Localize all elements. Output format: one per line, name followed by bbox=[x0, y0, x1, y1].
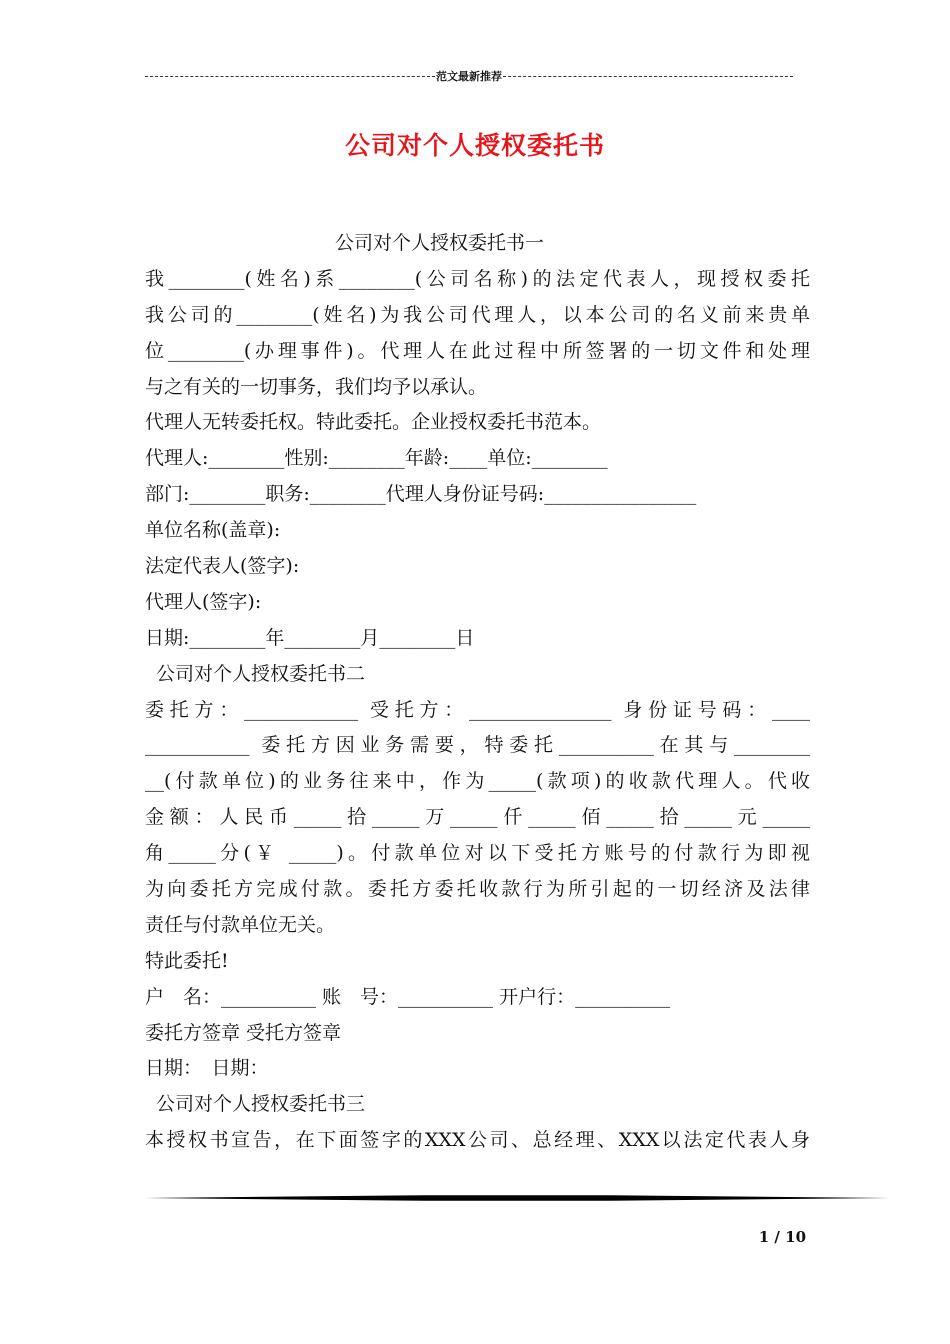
body-line: 责任与付款单位无关。 bbox=[145, 913, 336, 936]
body-line: 位________(办理事件)。代理人在此过程中所签署的一切文件和处理 bbox=[145, 339, 810, 362]
body-line: 金额：人民币_____拾_____万_____仟_____佰_____拾_____元_____ bbox=[145, 806, 810, 829]
body-line: 日期:________年________月________日 bbox=[145, 626, 475, 649]
footer-rule-shape bbox=[145, 1195, 890, 1201]
body-line: 角_____分(￥ _____)。付款单位对以下受托方账号的付款行为即视 bbox=[145, 842, 810, 865]
header-label: 范文最新推荐 bbox=[436, 70, 502, 83]
body-line: 我公司的________(姓名)为我公司代理人，以本公司的名义前来贵单 bbox=[145, 303, 810, 326]
body-line: 公司对个人授权委托书三 bbox=[156, 1093, 366, 1116]
footer-rule bbox=[145, 1195, 890, 1201]
body-line: 公司对个人授权委托书一 bbox=[335, 232, 545, 254]
body-line: __(付款单位)的业务往来中，作为_____(款项)的收款代理人。代收 bbox=[145, 770, 810, 793]
body-line: 委托方：____________ 受托方：_______________ 身份证号码：____ bbox=[145, 698, 810, 721]
body-line: 为向委托方完成付款。委托方委托收款行为所引起的一切经济及法律 bbox=[145, 878, 810, 901]
body-line: 特此委托! bbox=[145, 949, 229, 972]
body-line: 日期： 日期： bbox=[145, 1057, 269, 1080]
body-line: 本授权书宣告，在下面签字的XXX公司、总经理、XXX以法定代表人身 bbox=[145, 1129, 810, 1152]
body-line: 户 名：__________ 账 号：__________ 开户行：__________ bbox=[145, 985, 671, 1008]
body-line: 代理人无转委托权。特此委托。企业授权委托书范本。 bbox=[145, 411, 602, 434]
body-line: 部门:________职务:________代理人身份证号码:________________ bbox=[145, 483, 697, 506]
body-line: 公司对个人授权委托书二 bbox=[156, 662, 366, 685]
body-line: 代理人(签字): bbox=[145, 590, 262, 613]
body-line: 法定代表人(签字): bbox=[145, 555, 300, 578]
body-line: 委托方签章 受托方签章 bbox=[145, 1021, 342, 1044]
header-dash-left bbox=[145, 76, 435, 77]
body-line: 我________(姓名)系________(公司名称)的法定代表人，现授权委托 bbox=[145, 267, 810, 290]
header-dash-right bbox=[503, 76, 793, 77]
document-body bbox=[145, 226, 810, 1159]
header-rule bbox=[145, 68, 793, 84]
body-line: 代理人:________性别:________年龄:____单位:________ bbox=[145, 447, 608, 470]
page-number: 1 / 10 bbox=[758, 1228, 806, 1246]
document-title: 公司对个人授权委托书 bbox=[344, 131, 605, 160]
body-line: 与之有关的一切事务，我们均予以承认。 bbox=[145, 375, 488, 398]
body-line: 单位名称(盖章): bbox=[145, 519, 281, 542]
body-line: ___________ 委托方因业务需要，特委托__________在其与________ bbox=[145, 734, 810, 757]
